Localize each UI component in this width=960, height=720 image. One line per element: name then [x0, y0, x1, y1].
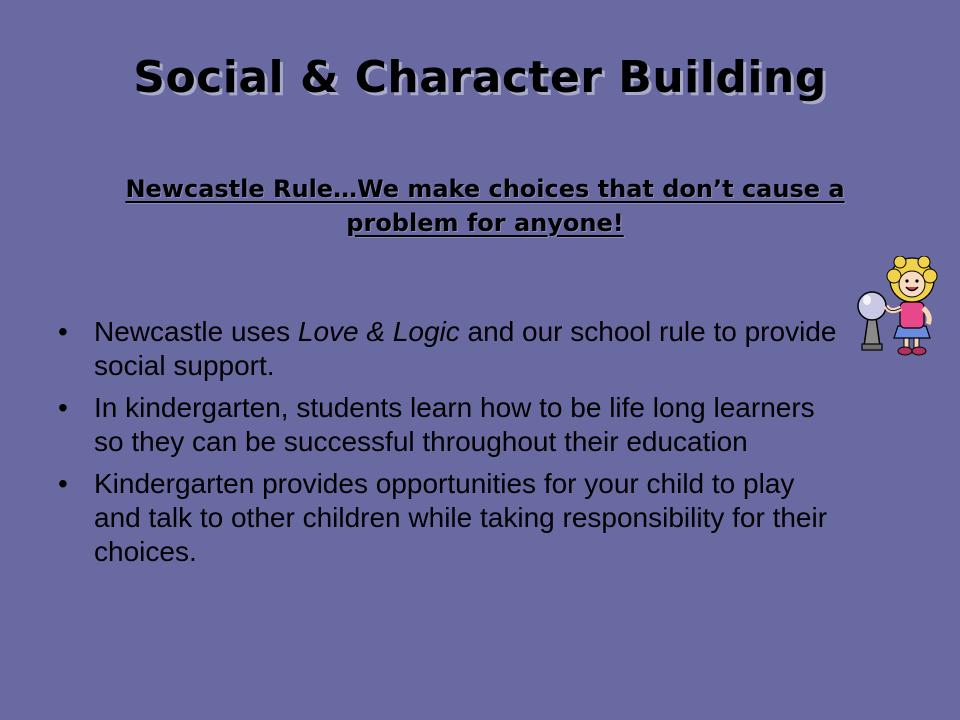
- bullet-icon: •: [58, 392, 68, 423]
- bullet-item: [58, 315, 848, 383]
- stand-shape: [864, 318, 880, 346]
- bullet-item: [58, 467, 848, 569]
- slide-title: Social & Character Building: [133, 52, 827, 103]
- bullet-text: In kindergarten, students learn how to be life long learners so they can be successful throughout their education: [94, 392, 815, 457]
- bullet-text-emphasis: Love & Logic: [297, 316, 460, 347]
- crystal-ball-shape: [858, 292, 886, 320]
- bullet-list: [58, 315, 848, 577]
- bullet-text-pre: Newcastle uses: [94, 316, 298, 347]
- bullet-text: Kindergarten provides opportunities for your child to play and talk to other children while taking responsibility for their choices.: [94, 468, 828, 567]
- bullet-icon: •: [58, 316, 68, 347]
- shirt-shape: [900, 302, 924, 328]
- slide-subtitle: Newcastle Rule…We make choices that don’t cause a problem for anyone!: [125, 175, 845, 237]
- girl-with-crystal-ball-icon: [856, 256, 946, 360]
- bullet-icon: •: [58, 468, 68, 499]
- bullet-text-post: and our school rule to provide social support.: [94, 316, 837, 381]
- bullet-item: [58, 391, 848, 459]
